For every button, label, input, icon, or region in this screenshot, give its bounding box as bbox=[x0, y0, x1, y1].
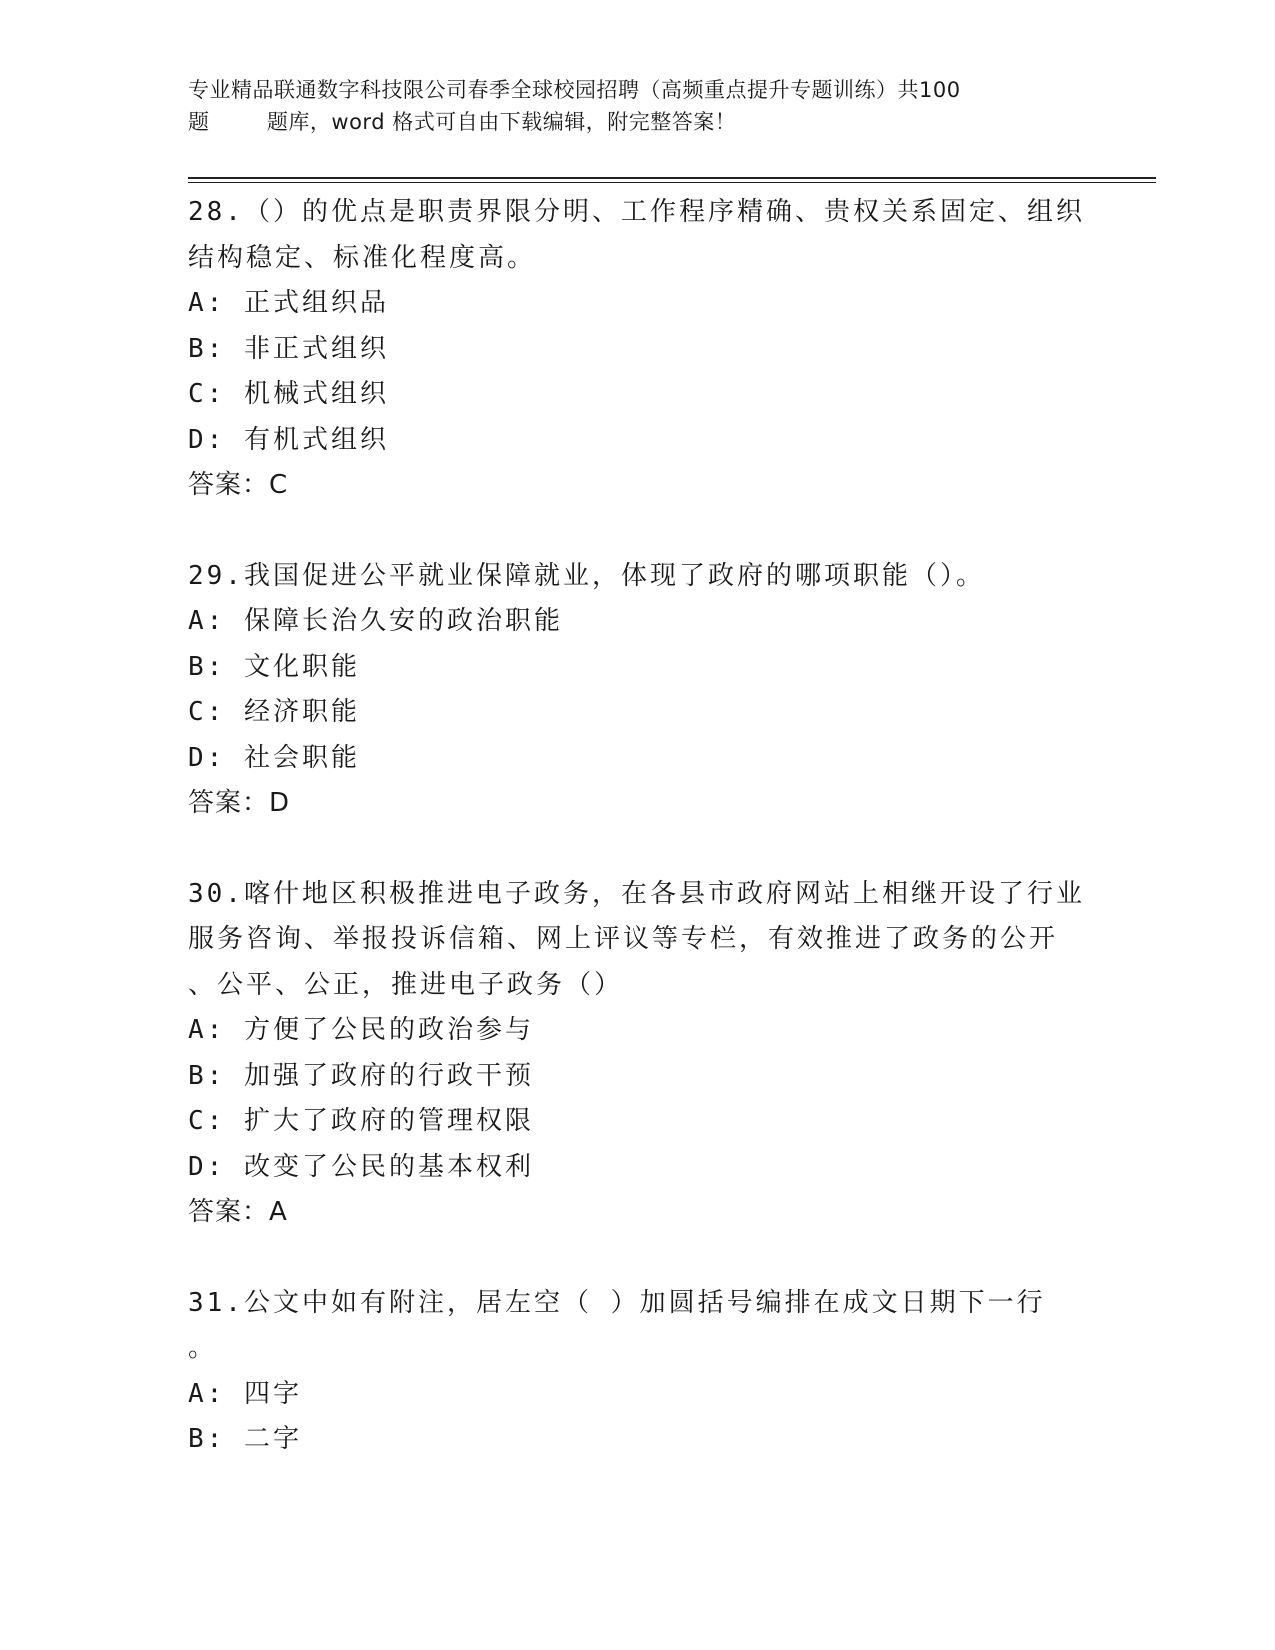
question-text: 28.（）的优点是职责界限分明、工作程序精确、贵权关系固定、组织 bbox=[188, 197, 1085, 227]
header-rule-thick bbox=[188, 177, 1156, 179]
document-header bbox=[188, 74, 1088, 138]
question-text: 29.我国促进公平就业保障就业，体现了政府的哪项职能（）。 bbox=[188, 560, 985, 591]
option-d: D: 有机式组织 bbox=[188, 424, 389, 455]
header-rule-thin bbox=[188, 182, 1156, 183]
option-b: B: 二字 bbox=[188, 1424, 302, 1454]
question-28 bbox=[188, 190, 1088, 509]
header-title-line-1: 专业精品联通数字科技限公司春季全球校园招聘（高频重点提升专题训练）共100 bbox=[188, 78, 961, 102]
option-c: C: 经济职能 bbox=[188, 697, 360, 727]
option-a: A: 保障长治久安的政治职能 bbox=[188, 606, 563, 636]
option-b: B: 文化职能 bbox=[188, 651, 360, 682]
option-b: B: 加强了政府的行政干预 bbox=[188, 1060, 534, 1091]
header-title-line-2: 题 题库，word 格式可自由下载编辑，附完整答案！ bbox=[188, 110, 737, 134]
question-29 bbox=[188, 554, 1088, 827]
question-list bbox=[188, 190, 1088, 1463]
option-c: C: 机械式组织 bbox=[188, 379, 389, 409]
question-text: 。 bbox=[188, 1333, 218, 1363]
question-31 bbox=[188, 1281, 1088, 1463]
option-b: B: 非正式组织 bbox=[188, 333, 389, 364]
question-text: 结构稳定、标准化程度高。 bbox=[188, 242, 537, 273]
question-text: 服务咨询、举报投诉信箱、网上评议等专栏，有效推进了政务的公开 bbox=[188, 924, 1059, 954]
option-c: C: 扩大了政府的管理权限 bbox=[188, 1106, 534, 1136]
option-a: A: 正式组织品 bbox=[188, 288, 389, 318]
question-30 bbox=[188, 872, 1088, 1236]
option-d: D: 社会职能 bbox=[188, 742, 360, 773]
question-text: 30.喀什地区积极推进电子政务，在各县市政府网站上相继开设了行业 bbox=[188, 878, 1085, 909]
question-text: 、公平、公正，推进电子政务（） bbox=[188, 969, 624, 1000]
answer-label: 答案：C bbox=[188, 470, 289, 500]
option-d: D: 改变了公民的基本权利 bbox=[188, 1151, 534, 1182]
answer-label: 答案：D bbox=[188, 788, 291, 818]
option-a: A: 方便了公民的政治参与 bbox=[188, 1015, 534, 1045]
answer-label: 答案：A bbox=[188, 1197, 288, 1227]
option-a: A: 四字 bbox=[188, 1378, 302, 1409]
question-text: 31.公文中如有附注，居左空（ ）加圆括号编排在成文日期下一行 bbox=[188, 1287, 1046, 1318]
